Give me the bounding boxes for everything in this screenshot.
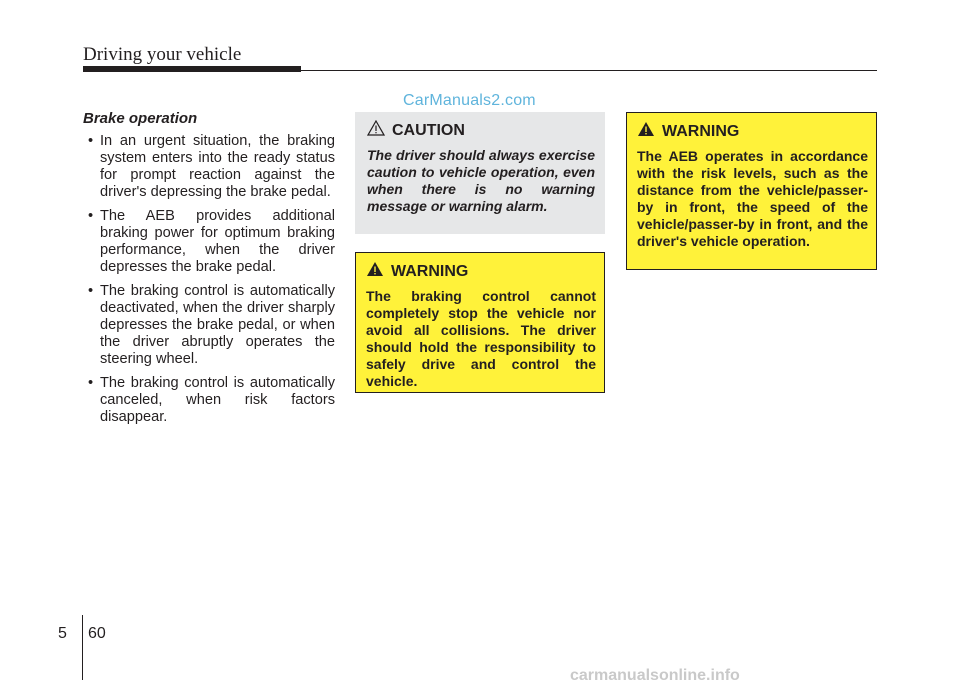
section-heading: Brake operation [83,110,198,127]
header-rule [301,70,877,71]
watermark-top: CarManuals2.com [403,92,536,109]
watermark-bottom: carmanualsonline.info [570,667,740,684]
warning-icon [637,121,655,142]
caution-box [355,112,605,234]
bullet-item: • The braking control is automatically canceled, when risk factors disappear. [83,375,335,426]
warning-text: The braking control cannot completely stop the vehicle nor avoid all collisions. The driver should hold the responsibility to safely drive and control the vehicle. [366,288,596,389]
footer-divider [82,615,83,680]
warning-box-braking [355,252,605,393]
page-header-title: Driving your vehicle [83,44,242,65]
caution-icon [367,120,385,141]
warning-title: WARNING [662,122,740,140]
bullet-item: • The AEB provides additional braking power for optimum braking performance, when the driver depresses the brake pedal. [83,208,335,276]
bullet-item: • The braking control is automatically deactivated, when the driver sharply depresses the brake pedal, or when the driver abruptly operates the steering wheel. [83,283,335,368]
caution-title: CAUTION [392,121,465,139]
brake-operation-section [83,110,335,433]
page-number: 60 [88,625,106,642]
bullet-list [83,133,335,426]
warning-text: The AEB operates in accordance with the risk levels, such as the distance from the vehicle/passer-by in front, the speed of the vehicle/passer-by in front, and the driver's vehicle operation. [637,148,868,249]
chapter-number: 5 [58,625,67,642]
caution-text: The driver should always exercise caution to vehicle operation, even when there is no warning message or warning alarm. [367,147,595,214]
header-bar [83,66,301,72]
bullet-item: • In an urgent situation, the braking system enters into the ready status for prompt reaction against the driver's depressing the brake pedal. [83,133,335,201]
warning-title: WARNING [391,262,469,280]
warning-icon [366,261,384,282]
warning-box-aeb [626,112,877,270]
